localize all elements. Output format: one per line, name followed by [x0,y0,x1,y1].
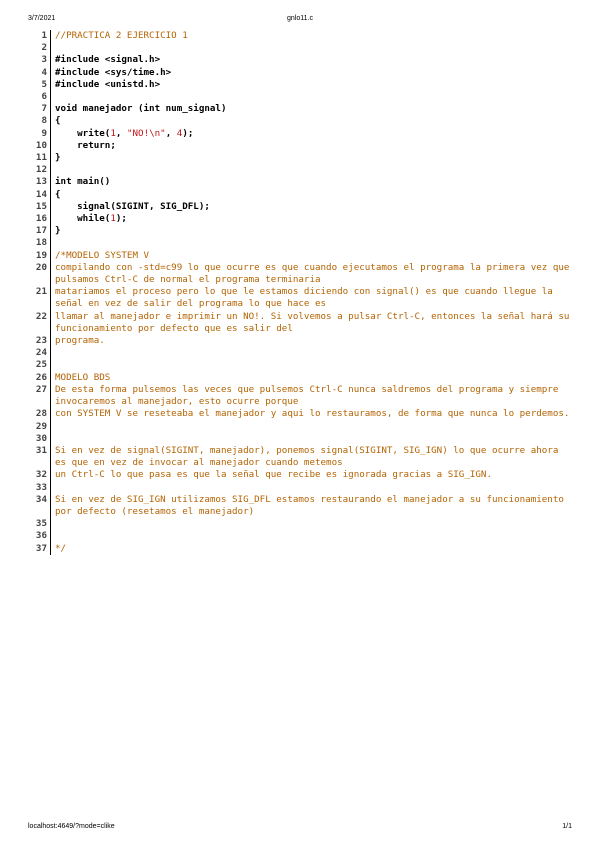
gutter-divider [50,140,51,152]
code-text [55,543,572,555]
code-line [32,335,572,347]
line-number: 21 [35,286,47,298]
line-number: 15 [35,200,47,212]
gutter-divider [50,128,51,140]
code-token: ); [182,127,194,139]
code-text [55,310,575,335]
code-listing [32,30,575,555]
gutter-divider [50,176,51,188]
gutter-divider [50,311,51,335]
code-line [32,67,572,79]
gutter-divider [50,115,51,127]
line-number: 13 [35,176,47,188]
code-text [55,335,572,347]
line-number: 1 [41,30,47,41]
gutter-divider [50,79,51,91]
code-text [55,250,572,262]
code-line [32,201,572,213]
code-line [32,42,572,54]
code-token: Si en vez de signal(SIGINT, manejador), ponemos signal(SIGINT, SIG_IGN) lo que ocurre ahora es que en vez de invocar al manejador cuando metemos [55,444,564,469]
gutter-divider [50,30,51,42]
line-number: 5 [41,78,47,90]
line-number: 10 [35,139,47,151]
line-number: 16 [35,213,47,225]
code-text [55,54,572,66]
line-number: 35 [35,518,47,530]
gutter-divider [50,469,51,481]
code-text [55,518,572,530]
code-text [55,237,572,249]
code-line [32,494,572,518]
code-text [55,347,572,359]
code-token: llamar al manejador e imprimir un NO!. Si volvemos a pulsar Ctrl-C, entonces la señal hará su funcionamiento por defecto que es salir del [55,310,575,334]
gutter-divider [50,543,51,555]
code-token: #include <sys/time.h> [55,66,172,78]
gutter-divider [50,91,51,103]
code-text [55,384,572,408]
code-text [55,201,572,213]
code-token: Si en vez de SIG_IGN utilizamos SIG_DFL estamos restaurando el manejador a su funcionamiento por defecto (resetamos el manejador) [55,493,570,517]
code-text [55,140,572,152]
code-token: , [165,127,177,139]
code-text [55,42,572,54]
code-line [32,79,572,91]
code-token: ); [115,213,127,225]
gutter-divider [50,335,51,347]
line-number: 36 [35,530,47,542]
gutter-divider [50,408,51,420]
code-token: write( [55,127,111,139]
code-token: { [55,188,61,200]
gutter-divider [50,286,51,310]
gutter-divider [50,67,51,79]
line-number: 32 [35,469,47,481]
code-token: int main() [55,176,111,188]
code-text [55,115,572,127]
code-line [32,482,572,494]
gutter-divider [50,189,51,201]
code-line [32,384,572,408]
print-date: 3/7/2021 [28,15,56,22]
code-line [32,543,572,555]
gutter-divider [50,433,51,445]
line-number: 18 [35,237,47,249]
line-number: 8 [41,115,47,127]
code-token: while( [55,213,111,225]
gutter-divider [50,213,51,225]
code-token: 4 [176,127,183,139]
code-line [32,189,572,201]
line-number: 12 [35,164,47,176]
code-line [32,103,572,115]
gutter-divider [50,384,51,408]
code-token: void manejador (int num_signal) [55,103,227,115]
code-line [32,518,572,530]
gutter-divider [50,518,51,530]
code-line [32,30,572,42]
code-line [32,54,572,66]
page-url: localhost:4649/?mode=clike [28,823,115,830]
gutter-divider [50,421,51,433]
code-token: "NO!\n" [126,127,166,139]
code-text [55,30,572,42]
code-text [55,494,572,518]
line-number: 28 [35,408,47,420]
code-token: MODELO BDS [55,371,111,383]
code-line [32,261,575,286]
gutter-divider [50,494,51,518]
gutter-divider [50,42,51,54]
code-text [55,79,572,91]
code-line [32,164,572,176]
code-text [55,103,572,115]
code-line [32,176,572,188]
code-token: /*MODELO SYSTEM V [55,249,150,261]
code-token: con SYSTEM V se reseteaba el manejador y aqui lo restauramos, de forma que nunca lo perdemos. [55,408,570,420]
code-line [32,250,572,262]
code-text [55,189,572,201]
code-line [32,237,572,249]
code-token: matariamos el proceso pero lo que le estamos diciendo con signal() es que cuando llegue la señal en vez de salir del programa lo que hace es [55,286,559,310]
code-text [55,482,572,494]
code-line [32,128,572,140]
line-number: 4 [41,66,47,78]
gutter-divider [50,445,51,469]
gutter-divider [50,262,51,286]
code-token: } [55,225,61,237]
code-token: 1 [110,127,116,139]
line-number: 3 [41,54,47,66]
code-token: //PRACTICA 2 EJERCICIO 1 [55,30,188,41]
code-text [55,225,572,237]
gutter-divider [50,372,51,384]
code-line [32,213,572,225]
code-token: return; [55,139,116,151]
code-line [32,359,572,371]
line-number: 22 [35,310,47,322]
code-line [32,469,572,481]
code-text [55,164,572,176]
code-line [32,91,572,103]
gutter-divider [50,201,51,213]
code-text [55,433,572,445]
code-token: */ [55,542,67,554]
document-title: gnlo11.c [287,15,313,22]
code-text [55,469,572,481]
line-number: 11 [35,152,47,164]
code-text [55,421,572,433]
code-token: { [55,115,61,127]
code-text [55,176,572,188]
line-number: 29 [35,420,47,432]
code-text [55,408,572,420]
code-token: #include <signal.h> [55,54,161,66]
gutter-divider [50,530,51,542]
gutter-divider [50,347,51,359]
line-number: 26 [35,371,47,383]
code-line [32,115,572,127]
code-token: compilando con -std=c99 lo que ocurre es que cuando ejecutamos el programa la primera vez que pulsamos Ctrl-C de normal el programa terminaria [55,261,575,286]
code-line [32,310,575,335]
code-token: 1 [110,213,116,225]
line-number: 24 [35,347,47,359]
gutter-divider [50,225,51,237]
code-token: , [115,127,127,139]
code-text [55,213,572,225]
gutter-divider [50,103,51,115]
gutter-divider [50,359,51,371]
code-text [55,372,572,384]
line-number: 19 [35,249,47,261]
code-text [55,359,572,371]
code-line [32,286,572,310]
line-number: 37 [35,542,47,554]
code-line [32,347,572,359]
code-token: } [55,152,61,164]
line-number: 2 [41,42,47,54]
code-text [55,530,572,542]
page-number: 1/1 [562,823,572,830]
line-number: 17 [35,225,47,237]
gutter-divider [50,164,51,176]
code-text [55,445,572,469]
code-text [55,128,572,140]
line-number: 23 [35,335,47,347]
code-text [55,91,572,103]
code-line [32,152,572,164]
code-token: signal(SIGINT, SIG_DFL); [55,200,210,212]
code-text [55,152,572,164]
code-token: #include <unistd.h> [55,78,161,90]
code-token: De esta forma pulsemos las veces que pulsemos Ctrl-C nunca saldremos del programa y siempre invocaremos al manejador, esto ocurre porque [55,383,564,408]
line-number: 27 [35,383,47,395]
line-number: 30 [35,432,47,444]
line-number: 31 [35,444,47,456]
line-number: 34 [35,493,47,505]
code-line [32,140,572,152]
code-line [32,445,572,469]
code-line [32,433,572,445]
code-line [32,372,572,384]
gutter-divider [50,482,51,494]
line-number: 20 [35,261,47,273]
line-number: 6 [41,91,47,103]
gutter-divider [50,54,51,66]
gutter-divider [50,250,51,262]
gutter-divider [50,237,51,249]
code-line [32,225,572,237]
code-text [55,286,572,310]
code-line [32,421,572,433]
line-number: 7 [41,103,47,115]
code-line [32,408,572,420]
code-text [55,67,572,79]
line-number: 33 [35,481,47,493]
code-token: un Ctrl-C lo que pasa es que la señal que recibe es ignorada gracias a SIG_IGN. [55,469,492,481]
gutter-divider [50,152,51,164]
line-number: 25 [35,359,47,371]
line-number: 9 [41,127,47,139]
line-number: 14 [35,188,47,200]
code-text [55,261,575,286]
code-line [32,530,572,542]
code-token: programa. [55,335,105,347]
